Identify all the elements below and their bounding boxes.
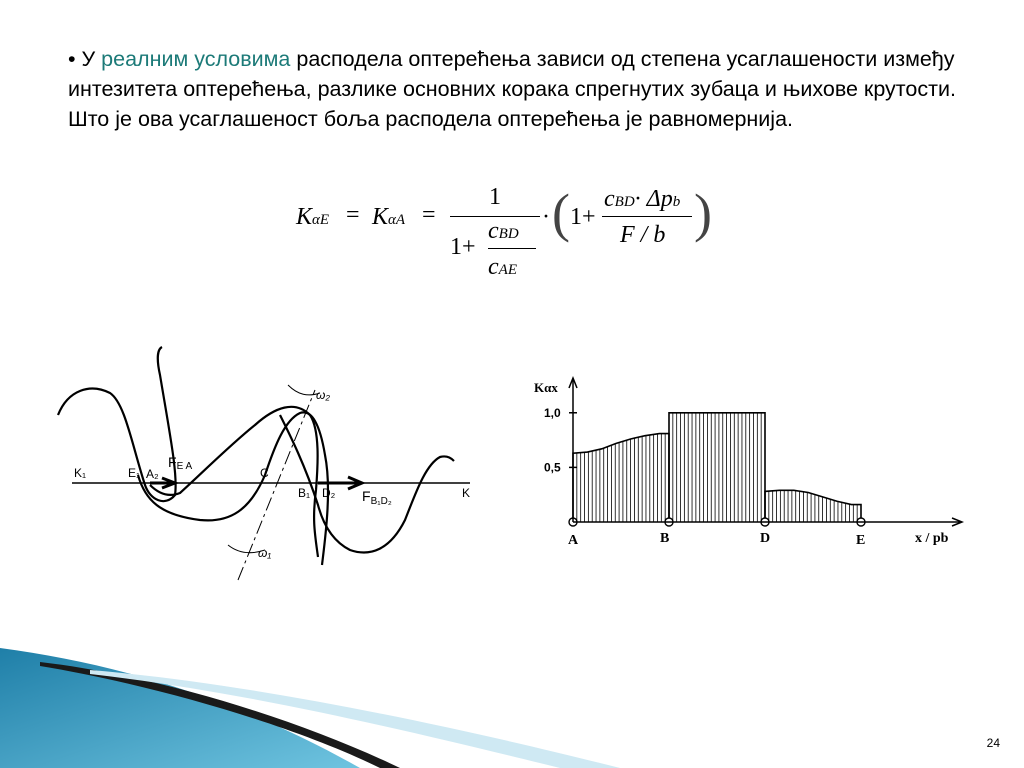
fraction-bar-inner (488, 248, 536, 249)
gear-mesh-diagram (50, 335, 480, 585)
series-outline-1 (669, 413, 765, 522)
formula-rparen: ) (694, 183, 712, 243)
formula-den-c1: cBD (488, 218, 519, 244)
load-factor-formula (292, 182, 722, 297)
formula-den-c2: cAE (488, 254, 517, 280)
label-c: C (260, 466, 269, 480)
x-point-label-b: B (660, 531, 670, 546)
series-outline-0 (573, 434, 669, 522)
center-line (238, 390, 315, 580)
label-omega1: ω₁ (258, 546, 272, 560)
label-e1: E₁ (128, 466, 141, 480)
formula-frac2-den: F / b (620, 222, 666, 248)
formula-one-plus: 1+ (570, 204, 596, 230)
formula-numerator: 1 (489, 184, 501, 210)
series-outline-2 (765, 490, 861, 522)
label-fb1d2: $F_{B_1D_2}$ (362, 488, 392, 507)
label-a2: A₂ (146, 467, 159, 481)
bullet-paragraph (68, 44, 968, 134)
x-axis-label: x / pb (915, 531, 949, 546)
decorative-swoosh (0, 640, 1024, 768)
x-point-label-d: D (760, 531, 771, 546)
formula-frac2-num: cBD· Δpb (604, 186, 681, 212)
highlighted-phrase: реалним условима (101, 47, 291, 71)
x-point-label-e: E (856, 533, 866, 548)
label-omega2: ω₂ (316, 388, 330, 402)
label-d2: D₂ (322, 486, 336, 500)
formula-eq1: = (346, 202, 360, 228)
bullet-lead: У (81, 47, 102, 71)
formula-lparen: ( (552, 183, 570, 243)
formula-lhs2: KαA (372, 204, 406, 230)
formula-dot: · (542, 204, 550, 230)
formula-lhs1: KαE (296, 204, 330, 230)
fraction-bar-second (602, 216, 692, 217)
load-distribution-chart (520, 360, 970, 560)
label-k1: K₁ (74, 466, 87, 480)
bullet-rest: расподела оптерећења зависи од степена усаглашености између интезитета оптерећења, разлике основних корака спрегнутих зубаца и њихове крутости. Што је ова усаглашеност боља расподела оптерећења је равномернија. (68, 47, 956, 131)
page-number: 24 (986, 736, 1000, 750)
y-tick-label-0-5: 0,5 (544, 460, 561, 475)
label-fea: FE A (168, 454, 193, 472)
y-axis-label: Kαx (534, 380, 558, 395)
label-b1: B₁ (298, 486, 311, 500)
formula-eq2: = (422, 202, 436, 228)
label-k: K (462, 486, 471, 500)
bullet-marker: • (68, 47, 76, 71)
x-point-label-a: A (568, 533, 579, 548)
y-tick-label-1-0: 1,0 (544, 405, 561, 420)
formula-den-one: 1+ (450, 234, 476, 260)
